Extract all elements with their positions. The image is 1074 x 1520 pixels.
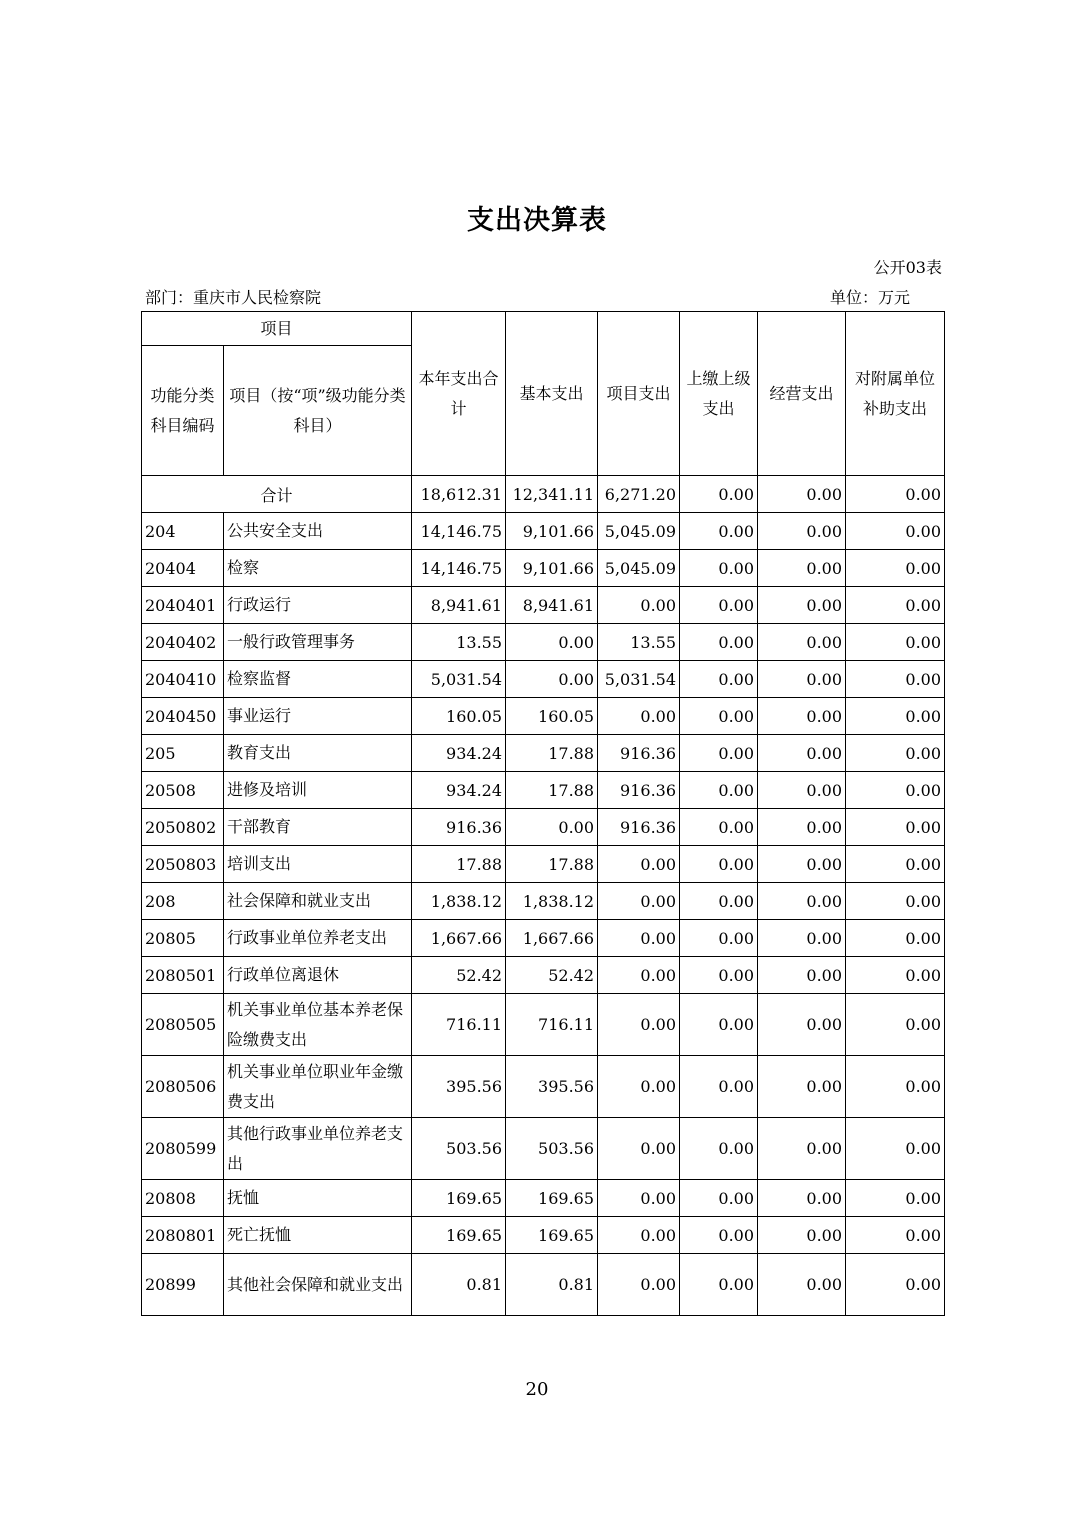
project-cell: 0.00 xyxy=(598,587,680,624)
table-row xyxy=(142,550,945,587)
subsidy-cell: 0.00 xyxy=(846,994,945,1056)
upper-cell: 0.00 xyxy=(680,809,758,846)
basic-cell: 1,667.66 xyxy=(506,920,598,957)
project-cell: 0.00 xyxy=(598,994,680,1056)
project-cell: 0.00 xyxy=(598,920,680,957)
project-cell: 0.00 xyxy=(598,1254,680,1316)
upper-cell: 0.00 xyxy=(680,1118,758,1180)
basic-cell: 17.88 xyxy=(506,772,598,809)
upper-cell: 0.00 xyxy=(680,957,758,994)
subsidy-cell: 0.00 xyxy=(846,550,945,587)
total-cell: 395.56 xyxy=(412,1056,506,1118)
basic-cell: 9,101.66 xyxy=(506,513,598,550)
code-cell: 2080599 xyxy=(142,1118,224,1180)
header-subsidy: 对附属单位补助支出 xyxy=(846,312,945,476)
code-cell: 20899 xyxy=(142,1254,224,1316)
code-cell: 2040410 xyxy=(142,661,224,698)
project-cell: 0.00 xyxy=(598,957,680,994)
project-cell: 5,031.54 xyxy=(598,661,680,698)
table-row xyxy=(142,846,945,883)
business-cell: 0.00 xyxy=(758,735,846,772)
upper-cell: 0.00 xyxy=(680,550,758,587)
upper-cell: 0.00 xyxy=(680,624,758,661)
subsidy-cell: 0.00 xyxy=(846,1180,945,1217)
basic-cell: 0.00 xyxy=(506,661,598,698)
table-row xyxy=(142,1217,945,1254)
business-cell: 0.00 xyxy=(758,698,846,735)
table-number: 公开03表 xyxy=(873,258,942,277)
total-cell: 916.36 xyxy=(412,809,506,846)
basic-cell: 169.65 xyxy=(506,1217,598,1254)
total-cell: 503.56 xyxy=(412,1118,506,1180)
business-cell: 0.00 xyxy=(758,513,846,550)
subsidy-cell: 0.00 xyxy=(846,846,945,883)
business-cell: 0.00 xyxy=(758,846,846,883)
business-cell: 0.00 xyxy=(758,587,846,624)
header-name: 项目（按“项”级功能分类科目） xyxy=(224,346,412,476)
code-cell: 2040450 xyxy=(142,698,224,735)
name-cell: 培训支出 xyxy=(224,846,412,883)
table-row xyxy=(142,957,945,994)
basic-cell: 395.56 xyxy=(506,1056,598,1118)
upper-cell: 0.00 xyxy=(680,883,758,920)
basic-cell: 9,101.66 xyxy=(506,550,598,587)
upper-cell: 0.00 xyxy=(680,1180,758,1217)
subsidy-cell: 0.00 xyxy=(846,772,945,809)
project-cell: 0.00 xyxy=(598,1118,680,1180)
upper-cell: 0.00 xyxy=(680,1217,758,1254)
business-cell: 0.00 xyxy=(758,550,846,587)
project-cell: 5,045.09 xyxy=(598,550,680,587)
code-cell: 20805 xyxy=(142,920,224,957)
basic-cell: 12,341.11 xyxy=(506,476,598,513)
code-cell: 2050802 xyxy=(142,809,224,846)
basic-cell: 716.11 xyxy=(506,994,598,1056)
header-item-group: 项目 xyxy=(142,312,412,346)
header-code: 功能分类科目编码 xyxy=(142,346,224,476)
project-cell: 0.00 xyxy=(598,1217,680,1254)
business-cell: 0.00 xyxy=(758,624,846,661)
table-row xyxy=(142,1254,945,1316)
subsidy-cell: 0.00 xyxy=(846,1118,945,1180)
header-business: 经营支出 xyxy=(758,312,846,476)
upper-cell: 0.00 xyxy=(680,661,758,698)
project-cell: 0.00 xyxy=(598,1056,680,1118)
project-cell: 13.55 xyxy=(598,624,680,661)
name-cell: 教育支出 xyxy=(224,735,412,772)
name-cell: 检察 xyxy=(224,550,412,587)
total-cell: 0.81 xyxy=(412,1254,506,1316)
subsidy-cell: 0.00 xyxy=(846,957,945,994)
code-cell: 208 xyxy=(142,883,224,920)
project-cell: 6,271.20 xyxy=(598,476,680,513)
business-cell: 0.00 xyxy=(758,994,846,1056)
header-total: 本年支出合计 xyxy=(412,312,506,476)
total-row xyxy=(142,476,945,513)
total-cell: 160.05 xyxy=(412,698,506,735)
basic-cell: 503.56 xyxy=(506,1118,598,1180)
subsidy-cell: 0.00 xyxy=(846,809,945,846)
code-cell: 2080501 xyxy=(142,957,224,994)
business-cell: 0.00 xyxy=(758,1056,846,1118)
code-cell: 20508 xyxy=(142,772,224,809)
code-cell: 2080505 xyxy=(142,994,224,1056)
total-cell: 169.65 xyxy=(412,1217,506,1254)
upper-cell: 0.00 xyxy=(680,476,758,513)
subsidy-cell: 0.00 xyxy=(846,624,945,661)
table-row xyxy=(142,513,945,550)
code-cell: 2040402 xyxy=(142,624,224,661)
upper-cell: 0.00 xyxy=(680,1056,758,1118)
table-row xyxy=(142,587,945,624)
name-cell: 社会保障和就业支出 xyxy=(224,883,412,920)
basic-cell: 1,838.12 xyxy=(506,883,598,920)
project-cell: 5,045.09 xyxy=(598,513,680,550)
name-cell: 抚恤 xyxy=(224,1180,412,1217)
basic-cell: 0.81 xyxy=(506,1254,598,1316)
name-cell: 进修及培训 xyxy=(224,772,412,809)
project-cell: 0.00 xyxy=(598,698,680,735)
name-cell: 行政运行 xyxy=(224,587,412,624)
page-number: 20 xyxy=(525,1379,549,1400)
upper-cell: 0.00 xyxy=(680,846,758,883)
table-row xyxy=(142,1180,945,1217)
table-row xyxy=(142,1118,945,1180)
name-cell: 公共安全支出 xyxy=(224,513,412,550)
business-cell: 0.00 xyxy=(758,476,846,513)
project-cell: 0.00 xyxy=(598,883,680,920)
code-cell: 204 xyxy=(142,513,224,550)
upper-cell: 0.00 xyxy=(680,698,758,735)
total-cell: 18,612.31 xyxy=(412,476,506,513)
basic-cell: 52.42 xyxy=(506,957,598,994)
department-label: 部门：重庆市人民检察院 xyxy=(145,288,322,307)
basic-cell: 160.05 xyxy=(506,698,598,735)
total-cell: 934.24 xyxy=(412,735,506,772)
business-cell: 0.00 xyxy=(758,957,846,994)
subsidy-cell: 0.00 xyxy=(846,735,945,772)
code-cell: 205 xyxy=(142,735,224,772)
basic-cell: 17.88 xyxy=(506,735,598,772)
business-cell: 0.00 xyxy=(758,1180,846,1217)
business-cell: 0.00 xyxy=(758,920,846,957)
total-cell: 13.55 xyxy=(412,624,506,661)
total-cell: 14,146.75 xyxy=(412,513,506,550)
code-cell: 2050803 xyxy=(142,846,224,883)
total-cell: 8,941.61 xyxy=(412,587,506,624)
name-cell: 其他行政事业单位养老支出 xyxy=(224,1118,412,1180)
upper-cell: 0.00 xyxy=(680,994,758,1056)
code-cell: 2080506 xyxy=(142,1056,224,1118)
name-cell: 检察监督 xyxy=(224,661,412,698)
project-cell: 916.36 xyxy=(598,809,680,846)
name-cell: 其他社会保障和就业支出 xyxy=(224,1254,412,1316)
unit-label: 单位：万元 xyxy=(830,288,911,307)
name-cell: 机关事业单位基本养老保险缴费支出 xyxy=(224,994,412,1056)
total-cell: 52.42 xyxy=(412,957,506,994)
expenditure-table xyxy=(141,311,945,1316)
subsidy-cell: 0.00 xyxy=(846,661,945,698)
subsidy-cell: 0.00 xyxy=(846,513,945,550)
name-cell: 行政事业单位养老支出 xyxy=(224,920,412,957)
table-row xyxy=(142,994,945,1056)
name-cell: 事业运行 xyxy=(224,698,412,735)
upper-cell: 0.00 xyxy=(680,772,758,809)
header-upper: 上缴上级支出 xyxy=(680,312,758,476)
table-row xyxy=(142,920,945,957)
header-basic: 基本支出 xyxy=(506,312,598,476)
business-cell: 0.00 xyxy=(758,772,846,809)
subsidy-cell: 0.00 xyxy=(846,476,945,513)
total-cell: 716.11 xyxy=(412,994,506,1056)
total-cell: 1,667.66 xyxy=(412,920,506,957)
code-cell: 2040401 xyxy=(142,587,224,624)
total-cell: 934.24 xyxy=(412,772,506,809)
upper-cell: 0.00 xyxy=(680,735,758,772)
table-row xyxy=(142,698,945,735)
upper-cell: 0.00 xyxy=(680,513,758,550)
business-cell: 0.00 xyxy=(758,883,846,920)
name-cell: 机关事业单位职业年金缴费支出 xyxy=(224,1056,412,1118)
basic-cell: 17.88 xyxy=(506,846,598,883)
table-row xyxy=(142,735,945,772)
name-cell: 行政单位离退休 xyxy=(224,957,412,994)
project-cell: 0.00 xyxy=(598,846,680,883)
subsidy-cell: 0.00 xyxy=(846,883,945,920)
total-cell: 169.65 xyxy=(412,1180,506,1217)
name-cell: 一般行政管理事务 xyxy=(224,624,412,661)
subsidy-cell: 0.00 xyxy=(846,1217,945,1254)
name-cell: 干部教育 xyxy=(224,809,412,846)
table-row xyxy=(142,1056,945,1118)
project-cell: 916.36 xyxy=(598,735,680,772)
table-row xyxy=(142,772,945,809)
total-cell: 5,031.54 xyxy=(412,661,506,698)
header-project: 项目支出 xyxy=(598,312,680,476)
total-cell: 1,838.12 xyxy=(412,883,506,920)
table-row xyxy=(142,809,945,846)
total-cell: 14,146.75 xyxy=(412,550,506,587)
code-cell: 2080801 xyxy=(142,1217,224,1254)
upper-cell: 0.00 xyxy=(680,920,758,957)
basic-cell: 169.65 xyxy=(506,1180,598,1217)
total-label: 合计 xyxy=(142,476,412,513)
basic-cell: 8,941.61 xyxy=(506,587,598,624)
code-cell: 20404 xyxy=(142,550,224,587)
business-cell: 0.00 xyxy=(758,661,846,698)
table-row xyxy=(142,624,945,661)
subsidy-cell: 0.00 xyxy=(846,587,945,624)
total-cell: 17.88 xyxy=(412,846,506,883)
upper-cell: 0.00 xyxy=(680,1254,758,1316)
upper-cell: 0.00 xyxy=(680,587,758,624)
name-cell: 死亡抚恤 xyxy=(224,1217,412,1254)
subsidy-cell: 0.00 xyxy=(846,920,945,957)
project-cell: 0.00 xyxy=(598,1180,680,1217)
project-cell: 916.36 xyxy=(598,772,680,809)
table-row xyxy=(142,883,945,920)
subsidy-cell: 0.00 xyxy=(846,1254,945,1316)
business-cell: 0.00 xyxy=(758,1118,846,1180)
basic-cell: 0.00 xyxy=(506,624,598,661)
table-row xyxy=(142,661,945,698)
code-cell: 20808 xyxy=(142,1180,224,1217)
business-cell: 0.00 xyxy=(758,1254,846,1316)
business-cell: 0.00 xyxy=(758,1217,846,1254)
subsidy-cell: 0.00 xyxy=(846,698,945,735)
business-cell: 0.00 xyxy=(758,809,846,846)
subsidy-cell: 0.00 xyxy=(846,1056,945,1118)
basic-cell: 0.00 xyxy=(506,809,598,846)
page-title: 支出决算表 xyxy=(467,205,607,236)
